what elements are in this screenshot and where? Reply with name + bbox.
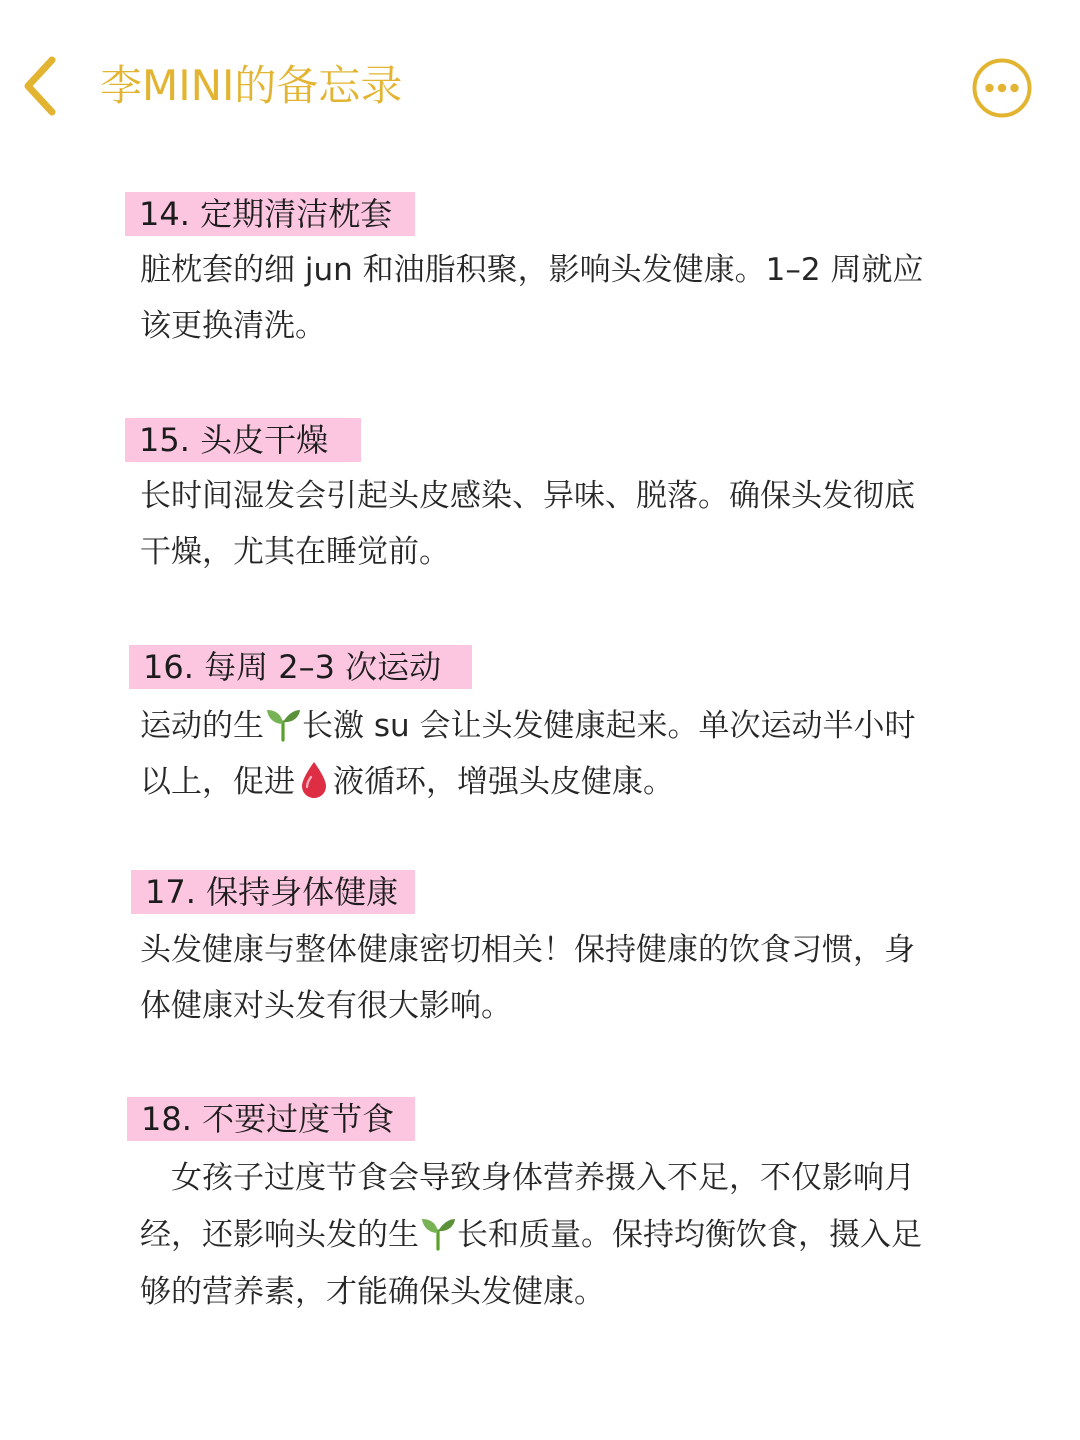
section-text (140, 1150, 970, 1321)
text-fragment: 经，还影响头发的生 (140, 1217, 419, 1253)
section-text (140, 242, 970, 354)
seedling-icon (264, 704, 302, 742)
section-heading: 14. 定期清洁枕套 (125, 192, 415, 236)
text-line (140, 698, 970, 754)
text-fragment: 液循环，增强头皮健康。 (333, 764, 674, 800)
more-horizontal-icon[interactable] (971, 57, 1033, 119)
top-bar (0, 0, 1080, 170)
text-line: 体健康对头发有很大影响。 (140, 988, 512, 1024)
seedling-icon (419, 1213, 457, 1251)
section-text (140, 698, 970, 810)
page-title: 李MINI的备忘录 (100, 61, 403, 110)
chevron-left-icon[interactable] (18, 52, 66, 120)
text-line: 该更换清洗。 (140, 308, 326, 344)
section-heading: 18. 不要过度节食 (127, 1097, 415, 1141)
section-heading: 15. 头皮干燥 (125, 418, 361, 462)
section-text (140, 468, 970, 580)
text-line: 够的营养素，才能确保头发健康。 (140, 1274, 605, 1310)
text-line (140, 754, 970, 810)
text-fragment: 长激 su 会让头发健康起来。单次运动半小时 (302, 708, 916, 744)
section-heading: 17. 保持身体健康 (131, 870, 415, 914)
text-line: 脏枕套的细 jun 和油脂积聚，影响头发健康。1–2 周就应 (140, 252, 924, 288)
text-fragment: 运动的生 (140, 708, 264, 744)
section-heading: 16. 每周 2–3 次运动 (129, 645, 472, 689)
text-line: 长时间湿发会引起头皮感染、异味、脱落。确保头发彻底 (140, 478, 915, 514)
blood-drop-icon (295, 760, 333, 800)
text-line (140, 1207, 970, 1264)
text-line: 女孩子过度节食会导致身体营养摄入不足，不仅影响月 (140, 1160, 915, 1196)
text-fragment: 长和质量。保持均衡饮食，摄入足 (457, 1217, 922, 1253)
section-text (140, 922, 970, 1034)
text-fragment: 以上，促进 (140, 764, 295, 800)
text-line: 干燥，尤其在睡觉前。 (140, 534, 450, 570)
text-line: 头发健康与整体健康密切相关！保持健康的饮食习惯，身 (140, 932, 915, 968)
